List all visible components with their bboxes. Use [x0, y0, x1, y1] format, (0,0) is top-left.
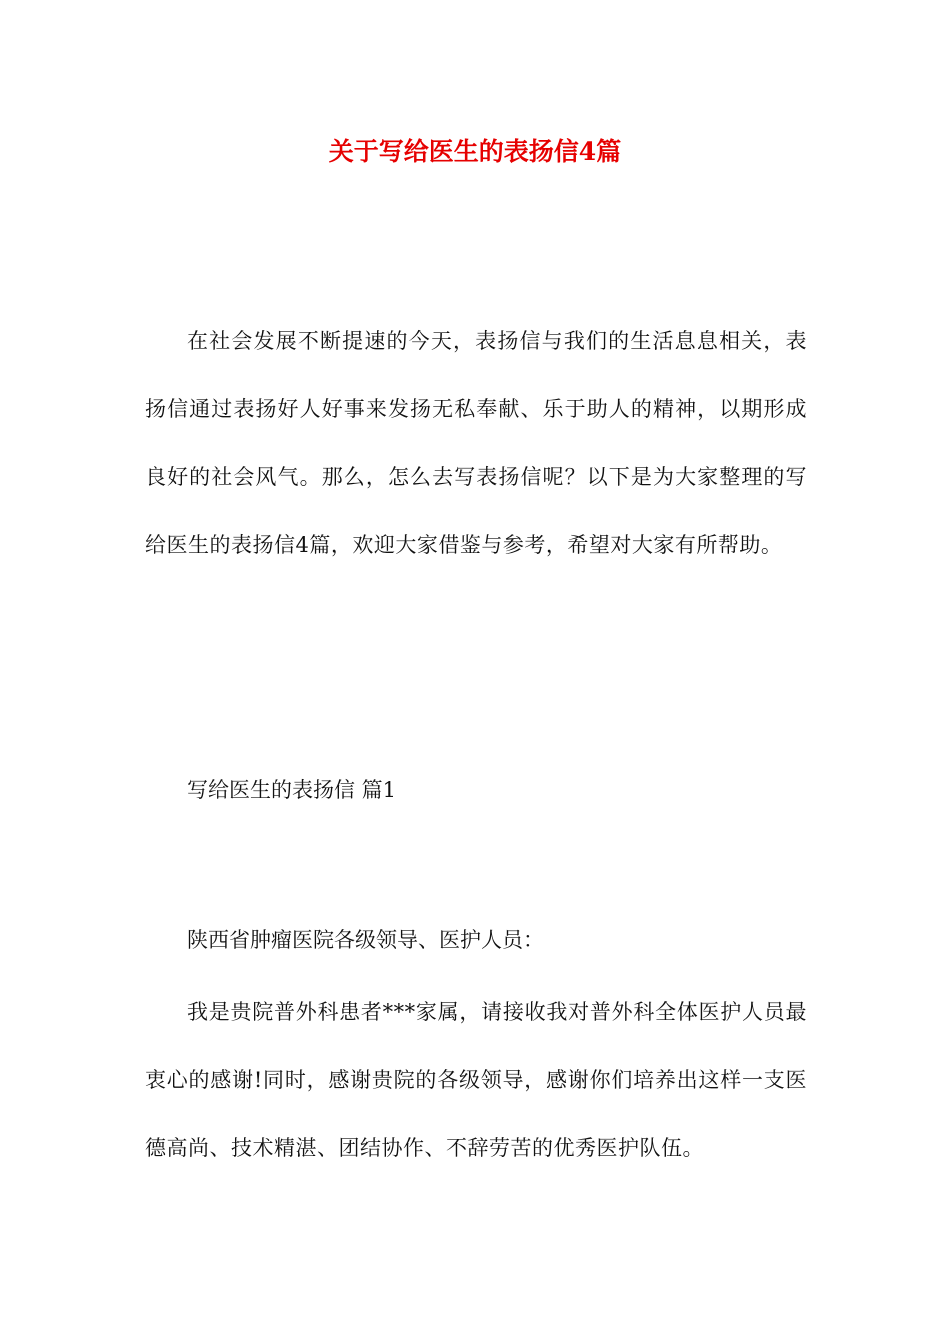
letter-body-paragraph: 我是贵院普外科患者***家属，请接收我对普外科全体医护人员最衷心的感谢!同时，感谢贵院的各级领导，感谢你们培养出这样一支医德高尚、技术精湛、团结协作、不辞劳苦的优秀医护队伍。 — [145, 1000, 807, 1160]
intro-paragraph: 在社会发展不断提速的今天，表扬信与我们的生活息息相关，表扬信通过表扬好人好事来发扬无私奉献、乐于助人的精神，以期形成良好的社会风气。那么，怎么去写表扬信呢？以下是为大家整理的写给医生的表扬信4篇，欢迎大家借鉴与参考，希望对大家有所帮助。 — [145, 329, 807, 557]
section-heading: 写给医生的表扬信 篇1 — [187, 778, 397, 802]
letter-salutation: 陕西省肿瘤医院各级领导、医护人员： — [187, 928, 544, 952]
document-title: 关于写给医生的表扬信4篇 — [328, 137, 622, 166]
